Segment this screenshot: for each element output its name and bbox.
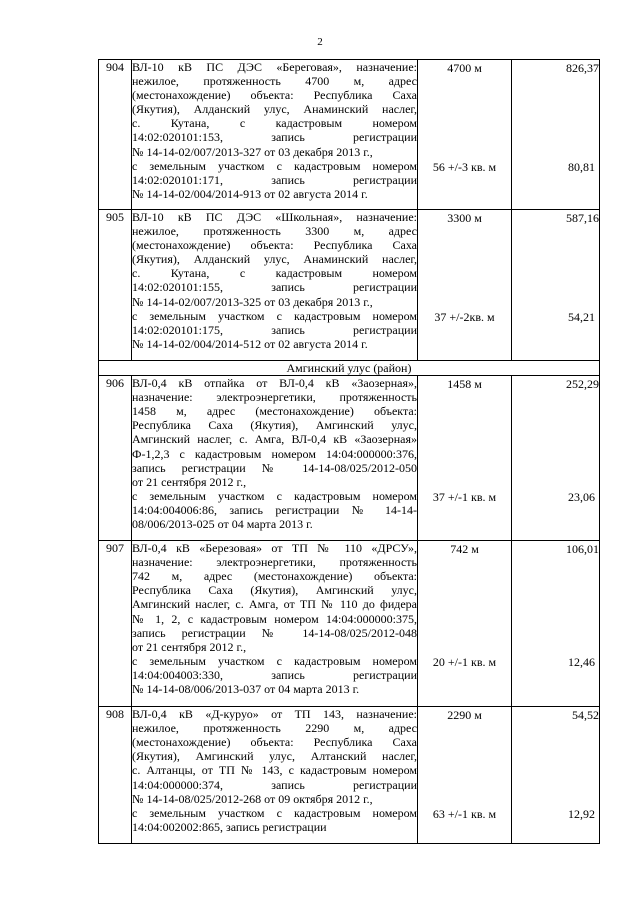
length-cell [418,60,512,210]
table-row [99,60,600,210]
value-cell [512,376,600,541]
land-value: 12,46 [568,654,595,669]
description-line: 1458 м, адрес (местонахождение) объекта: [132,404,417,419]
description-line: Амгинский наслег, с. Амга, ВЛ-0,4 кВ «Заозерная» [132,432,417,447]
table-row [99,541,600,707]
land-value: 12,92 [568,806,595,821]
description-line: ВЛ-0,4 кВ «Д-куруо» от ТП 143, назначение: [132,707,417,722]
description-line: нежилое, протяженность 2290 м, адрес [132,721,417,736]
description-line: ВЛ-10 кВ ПС ДЭС «Береговая», назначение: [132,60,417,74]
description-line: с. Кутана, с кадастровым номером [132,116,417,131]
page-number: 2 [317,36,323,48]
description-line: с земельным участком с кадастровым номером [132,158,417,173]
description-line: (Якутия), Алданский улус, Анаминский наслег, [132,252,417,267]
object-length: 1458 м [447,377,482,392]
length-cell [418,376,512,541]
object-description [132,210,418,361]
description-line: 742 м, адрес (местонахождение) объекта: [132,569,417,584]
description-line: нежилое, протяженность 3300 м, адрес [132,224,417,239]
description-line: 14:04:000000:374, запись регистрации [132,777,417,792]
description-line: с. Кутана, с кадастровым номером [132,266,417,281]
object-length: 742 м [450,542,479,557]
land-area: 20 +/-1 кв. м [432,654,497,669]
description-line: ВЛ-0,4 кВ отпайка от ВЛ-0,4 кВ «Заозерная», [132,376,417,391]
region-row [99,361,600,376]
value-cell [512,707,600,844]
description-line: назначение: электроэнергетики, протяженность [132,555,417,570]
object-value: 106,01 [566,542,599,557]
description-line: с земельным участком с кадастровым номером [132,308,417,323]
description-line: с земельным участком с кадастровым номером [132,805,417,820]
row-number: 907 [99,541,132,707]
length-cell [418,707,512,844]
table-row [99,707,600,844]
row-number: 904 [99,60,132,210]
object-length: 4700 м [447,61,482,75]
description-line: от 21 сентября 2012 г., [132,474,247,489]
description-line: (Якутия), Алданский улус, Анаминский наслег, [132,102,417,117]
land-area: 37 +/-2кв. м [434,309,495,324]
length-cell [418,210,512,361]
description-line: запись регистрации № 14-14-08/025/2012-048 [132,625,417,640]
description-line: № 14-14-02/004/2014-512 от 02 августа 2014 г. [132,336,368,351]
value-cell [512,210,600,361]
description-line: (местонахождение) объекта: Республика Саха [132,735,417,750]
description-line: № 14-14-02/004/2014-913 от 02 августа 2014 г. [132,186,368,201]
description-line: № 14-14-02/007/2013-325 от 03 декабря 2013 г., [132,294,373,309]
length-cell [418,541,512,707]
description-line: ВЛ-0,4 кВ «Березовая» от ТП № 110 «ДРСУ», [132,541,417,556]
description-line: с земельным участком с кадастровым номером [132,653,417,668]
description-line: с земельным участком с кадастровым номером [132,488,417,503]
description-line: (местонахождение) объекта: Республика Саха [132,238,417,253]
description-line: Республика Саха (Якутия), Амгинский улус, [132,583,417,598]
object-length: 2290 м [447,708,482,723]
row-number: 908 [99,707,132,844]
land-area: 37 +/-1 кв. м [432,489,497,504]
description-line: от 21 сентября 2012 г., [132,639,247,654]
description-line: № 14-14-02/007/2013-327 от 03 декабря 2013 г., [132,144,373,159]
land-value: 23,06 [568,489,595,504]
land-value: 54,21 [568,309,595,324]
description-line: Амгинский наслег, с. Амга, от ТП № 110 до фидера [132,597,417,612]
description-line: 14:02:020101:171, запись регистрации [132,172,417,187]
object-value: 826,37 [566,61,599,75]
description-line: 14:02:020101:155, запись регистрации [132,280,417,295]
description-line: Ф-1,2,3 с кадастровым номером 14:04:000000:376, [132,446,417,461]
description-line: 14:04:004006:86, запись регистрации № 14-14- [132,502,417,517]
table-row [99,376,600,541]
description-line: ВЛ-10 кВ ПС ДЭС «Школьная», назначение: [132,210,417,224]
description-line: Республика Саха (Якутия), Амгинский улус, [132,418,417,433]
object-value: 587,16 [566,211,599,225]
object-description [132,541,418,707]
value-cell [512,60,600,210]
description-line: (местонахождение) объекта: Республика Саха [132,88,417,103]
description-line: запись регистрации № 14-14-08/025/2012-050 [132,460,417,475]
object-description [132,707,418,844]
region-header: Амгинский улус (район) [99,361,600,376]
row-number: 905 [99,210,132,361]
description-line: 14:04:002002:865, запись регистрации [132,819,327,834]
description-line: № 14-14-08/006/2013-037 от 04 марта 2013 г. [132,682,360,697]
description-line: нежилое, протяженность 4700 м, адрес [132,74,417,89]
description-line: (Якутия), Амгинский улус, Алтанский наслег, [132,749,417,764]
description-line: 08/006/2013-025 от 04 марта 2013 г. [132,517,313,532]
object-length: 3300 м [447,211,482,225]
description-line: № 1, 2, с кадастровым номером 14:04:000000:375, [132,611,417,626]
object-description [132,60,418,210]
land-area: 56 +/-3 кв. м [432,159,497,174]
table-row [99,210,600,361]
description-line: № 14-14-08/025/2012-268 от 09 октября 2012 г., [132,791,373,806]
row-number: 906 [99,376,132,541]
description-line: с. Алтанцы, от ТП № 143, с кадастровым номером [132,763,417,778]
description-line: 14:04:004003:330, запись регистрации [132,667,417,682]
description-line: назначение: электроэнергетики, протяженность [132,390,417,405]
object-value: 54,52 [572,708,599,723]
description-line: 14:02:020101:175, запись регистрации [132,322,417,337]
object-description [132,376,418,541]
property-registry-table [98,59,600,844]
land-value: 80,81 [568,159,595,174]
value-cell [512,541,600,707]
land-area: 63 +/-1 кв. м [432,806,497,821]
object-value: 252,29 [566,377,599,392]
description-line: 14:02:020101:153, запись регистрации [132,130,417,145]
